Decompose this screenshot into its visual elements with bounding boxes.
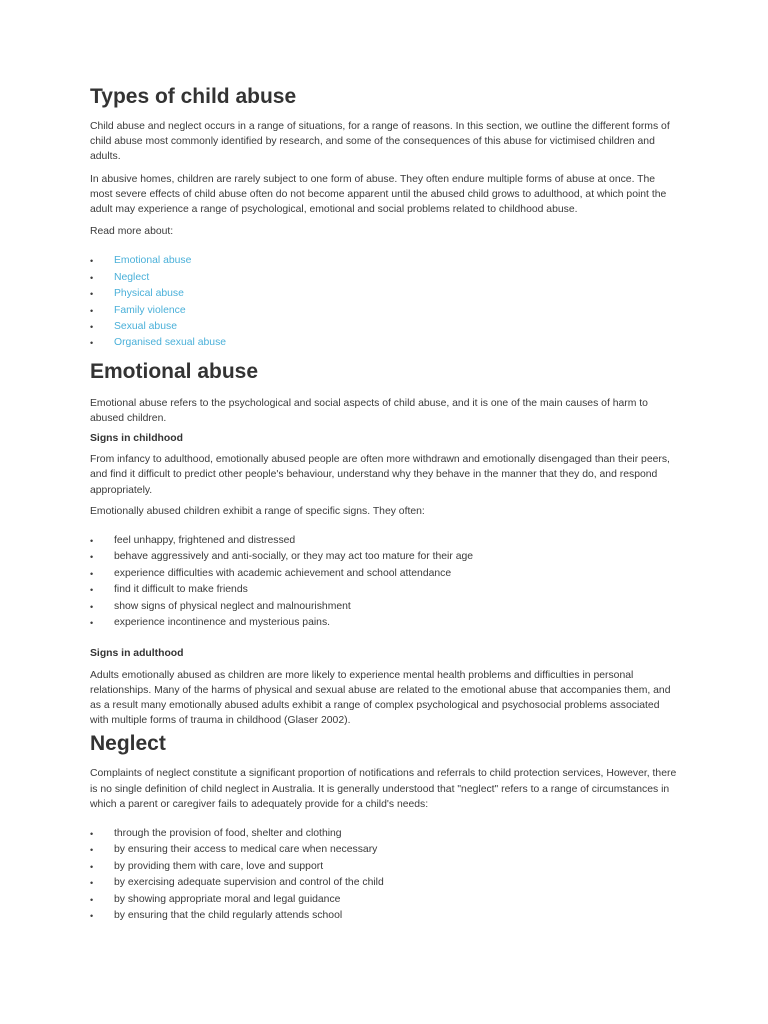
list-item: • through the provision of food, shelter and clothing xyxy=(90,826,680,842)
list-item: • by ensuring their access to medical care when necessary xyxy=(90,842,680,858)
emotional-abuse-heading: Emotional abuse xyxy=(90,359,259,383)
abusive-homes-paragraph: In abusive homes, children are rarely subject to one form of abuse. They often endure multiple forms of abuse at once. The most severe effects of child abuse often do not become apparent until the abused child grows to adulthood, at which point the adult may experience a range of psychological, emotional and social problems related to childhood abuse. xyxy=(90,173,667,216)
bullet-icon: • xyxy=(90,845,94,856)
list-item xyxy=(90,303,680,319)
link-sexual-abuse[interactable]: Sexual abuse xyxy=(114,321,177,333)
list-item xyxy=(90,270,680,286)
bullet-icon: • xyxy=(90,256,94,267)
list-item: • feel unhappy, frightened and distressed xyxy=(90,533,680,549)
list-item: • behave aggressively and anti-socially, or they may act too mature for their age xyxy=(90,549,680,565)
bullet-icon: • xyxy=(90,910,94,921)
list-item xyxy=(90,335,680,351)
list-item: • by providing them with care, love and support xyxy=(90,859,680,875)
list-item: • by showing appropriate moral and legal guidance xyxy=(90,892,680,908)
neglect-needs-list xyxy=(90,826,680,924)
list-item: • show signs of physical neglect and malnourishment xyxy=(90,599,680,615)
bullet-icon: • xyxy=(90,552,94,563)
bullet-icon: • xyxy=(90,272,94,283)
childhood-signs-list xyxy=(90,533,680,631)
bullet-icon: • xyxy=(90,322,94,333)
emotional-abuse-definition: Emotional abuse refers to the psychological and social aspects of child abuse, and it is one of the main causes of harm to abused children. xyxy=(90,397,648,425)
bullet-icon: • xyxy=(90,568,94,579)
page-title: Types of child abuse xyxy=(90,85,297,108)
bullet-icon: • xyxy=(90,338,94,349)
list-item xyxy=(90,253,680,269)
bullet-icon: • xyxy=(90,536,94,547)
list-item: • experience difficulties with academic achievement and school attendance xyxy=(90,566,680,582)
list-item: • by ensuring that the child regularly attends school xyxy=(90,908,680,924)
bullet-icon: • xyxy=(90,828,94,839)
bullet-icon: • xyxy=(90,289,94,300)
neglect-paragraph: Complaints of neglect constitute a significant proportion of notifications and referrals to child protection services, However, there is no single definition of child neglect in Australia. It is generally understood that "neglect" refers to a range of circumstances in which a parent or caregiver fails to adequately provide for a child's needs: xyxy=(90,768,677,810)
read-more-links xyxy=(90,253,680,351)
list-item: • by exercising adequate supervision and control of the child xyxy=(90,875,680,891)
bullet-icon: • xyxy=(90,618,94,629)
bullet-icon: • xyxy=(90,585,94,596)
document-page xyxy=(90,82,680,924)
specific-signs-intro: Emotionally abused children exhibit a range of specific signs. They often: xyxy=(90,505,425,517)
infancy-paragraph: From infancy to adulthood, emotionally abused people are often more withdrawn and emotionally disengaged than their peers, and find it difficult to predict other people's behaviour, understand why they behave in the manner that they do, and respond appropriately. xyxy=(90,454,670,496)
list-item xyxy=(90,319,680,335)
list-item: • experience incontinence and mysterious pains. xyxy=(90,615,680,631)
read-more-label: Read more about: xyxy=(90,226,174,238)
bullet-icon: • xyxy=(90,878,94,889)
link-emotional-abuse[interactable]: Emotional abuse xyxy=(114,255,192,267)
adulthood-paragraph: Adults emotionally abused as children are more likely to experience mental health problems and difficulties in personal relationships. Many of the harms of physical and sexual abuse are related to the emotional abuse that accompanies them, and as a result many emotionally abused adults exhibit a range of complex psychological and psychosocial problems associated with multiple forms of trauma in childhood (Glaser 2002). xyxy=(90,669,671,727)
intro-paragraph: Child abuse and neglect occurs in a range of situations, for a range of reasons. In this section, we outline the different forms of child abuse most commonly identified by research, and some of the consequences of this abuse for victimised children and adults. xyxy=(90,121,670,163)
bullet-icon: • xyxy=(90,861,94,872)
bullet-icon: • xyxy=(90,305,94,316)
signs-in-childhood-heading: Signs in childhood xyxy=(90,433,183,445)
link-organised-sexual-abuse[interactable]: Organised sexual abuse xyxy=(114,337,227,349)
list-item: • find it difficult to make friends xyxy=(90,582,680,598)
signs-in-adulthood-heading: Signs in adulthood xyxy=(90,647,184,659)
neglect-heading: Neglect xyxy=(90,732,166,756)
bullet-icon: • xyxy=(90,601,94,612)
list-item xyxy=(90,286,680,302)
link-family-violence[interactable]: Family violence xyxy=(114,304,186,316)
link-neglect[interactable]: Neglect xyxy=(114,271,150,283)
link-physical-abuse[interactable]: Physical abuse xyxy=(114,288,184,300)
bullet-icon: • xyxy=(90,894,94,905)
